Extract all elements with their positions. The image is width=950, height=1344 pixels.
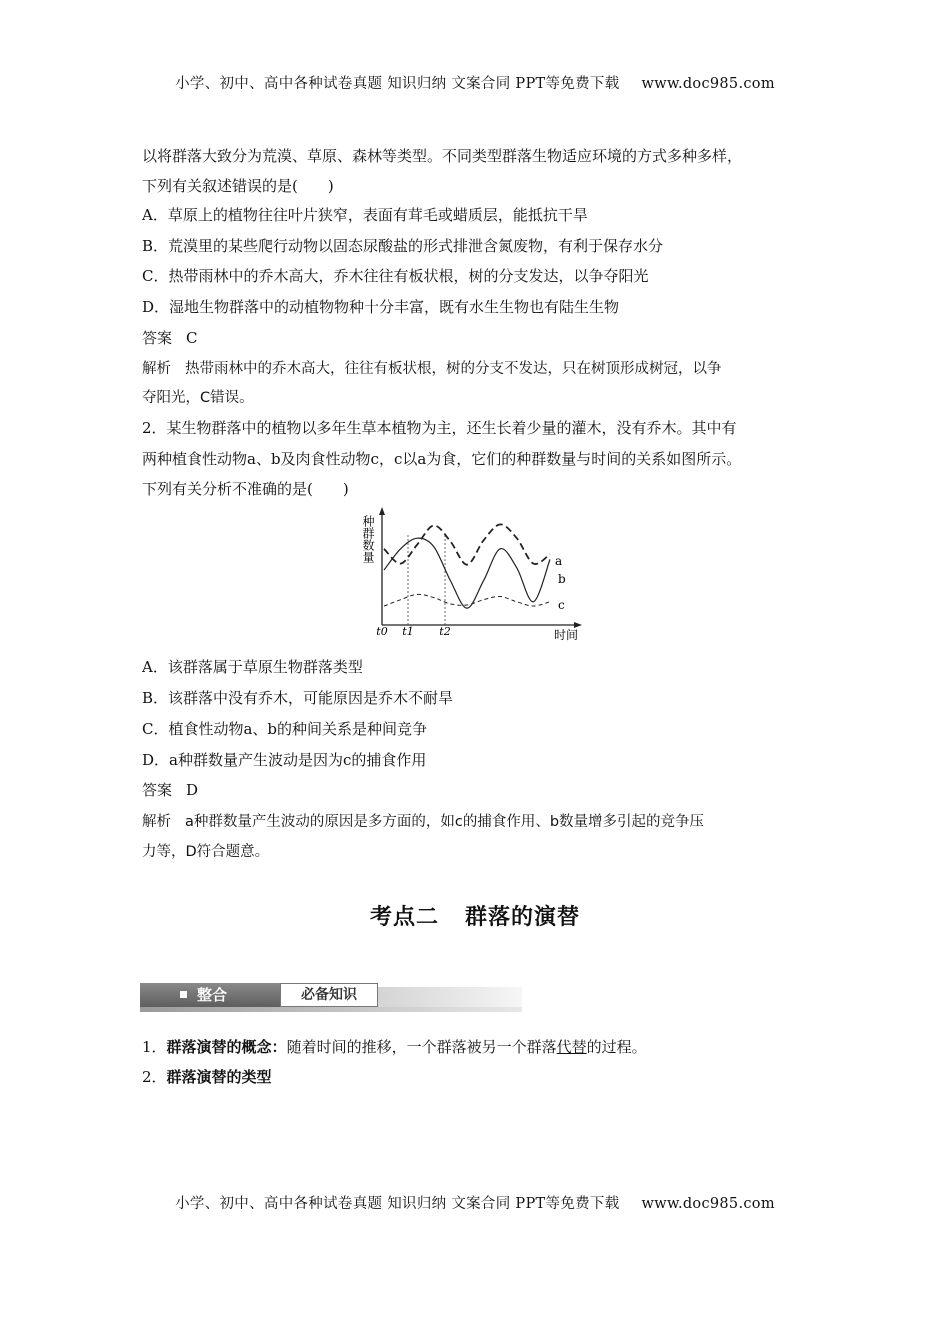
series-a-line <box>384 538 550 608</box>
q2-stem-line2: 两种植食性动物a、b及肉食性动物c，c以a为食，它们的种群数量与时间的关系如图所示。 <box>142 450 742 468</box>
q1-analysis-text1: 热带雨林中的乔木高大，往往有板状根，树的分支不发达，只在树顶形成树冠，以争 <box>185 361 722 377</box>
q2-answer <box>142 779 198 800</box>
point-2-title: 群落演替的类型 <box>166 1068 272 1086</box>
x-tick-t0: t0 <box>376 625 388 638</box>
q2-option-c: C．植食性动物a、b的种间关系是种间竞争 <box>142 720 428 738</box>
x-axis-label: 时间 <box>554 628 579 642</box>
series-b-line <box>384 524 550 564</box>
point-2 <box>142 1066 272 1087</box>
q2-analysis-line2: 力等，D符合题意。 <box>142 844 270 860</box>
q1-analysis-label: 解析 <box>142 361 171 377</box>
q1-analysis-line1 <box>142 357 722 378</box>
header-text: 小学、初中、高中各种试卷真题 知识归纳 文案合同 PPT等免费下载 <box>175 76 620 92</box>
point-2-number: 2． <box>142 1068 167 1086</box>
section-title <box>0 900 950 931</box>
q2-stem-line3: 下列有关分析不准确的是( ) <box>142 480 349 498</box>
q1-option-b: B．荒漠里的某些爬行动物以固态尿酸盐的形式排泄含氮废物，有利于保存水分 <box>142 237 664 255</box>
q2-option-a: A．该群落属于草原生物群落类型 <box>142 658 363 676</box>
page-header <box>0 72 950 93</box>
point-1-underlined: 代替 <box>556 1038 587 1056</box>
x-tick-t2: t2 <box>439 625 451 638</box>
point-1-text-b: 的过程。 <box>586 1038 647 1056</box>
q2-option-d: D．a种群数量产生波动是因为c的捕食作用 <box>142 751 427 769</box>
section-number: 考点二 <box>369 905 439 930</box>
q1-option-c: C．热带雨林中的乔木高大，乔木往往有板状根，树的分支发达，以争夺阳光 <box>142 267 649 285</box>
page-footer <box>0 1192 950 1213</box>
x-tick-t1: t1 <box>402 625 414 638</box>
series-a-label: a <box>555 554 563 568</box>
q2-analysis-text1: a种群数量产生波动的原因是多方面的，如c的捕食作用、b数量增多引起的竞争压 <box>185 814 705 830</box>
q1-answer <box>142 327 198 348</box>
knowledge-banner <box>140 983 522 1012</box>
point-1-title: 群落演替的概念： <box>166 1038 287 1056</box>
square-bullet-icon <box>180 991 187 998</box>
q1-option-a: A．草原上的植物往往叶片狭窄，表面有茸毛或蜡质层，能抵抗干旱 <box>142 206 588 224</box>
q2-analysis-line1 <box>142 810 704 831</box>
point-1-text-a: 随着时间的推移，一个群落被另一个群落 <box>286 1038 557 1056</box>
q1-answer-value: C <box>186 329 198 347</box>
series-c-line <box>384 594 550 606</box>
point-1 <box>142 1036 647 1057</box>
banner-right: 必备知识 <box>280 983 378 1007</box>
section-title-text: 群落的演替 <box>465 905 581 930</box>
banner-left <box>140 983 280 1007</box>
y-axis-arrow <box>379 507 385 515</box>
q2-option-b: B．该群落中没有乔木，可能原因是乔木不耐旱 <box>142 689 454 707</box>
point-1-number: 1． <box>142 1038 167 1056</box>
q2-stem-line1: 2．某生物群落中的植物以多年生草本植物为主，还生长着少量的灌木，没有乔木。其中有 <box>142 419 737 437</box>
q2-analysis-label: 解析 <box>142 814 171 830</box>
footer-text: 小学、初中、高中各种试卷真题 知识归纳 文案合同 PPT等免费下载 <box>175 1196 620 1212</box>
header-site[interactable]: www.doc985.com <box>641 76 775 92</box>
footer-site[interactable]: www.doc985.com <box>641 1196 775 1212</box>
y-axis-label: 种群数量 <box>361 515 375 563</box>
banner-strip <box>140 1007 522 1012</box>
series-c-label: c <box>558 598 565 612</box>
q1-answer-label: 答案 <box>142 329 173 347</box>
q1-option-d: D．湿地生物群落中的动植物物种十分丰富，既有水生生物也有陆生生物 <box>142 298 620 316</box>
q1-analysis-line2: 夺阳光，C错误。 <box>142 390 254 406</box>
q2-answer-label: 答案 <box>142 781 173 799</box>
q2-answer-value: D <box>186 781 199 799</box>
banner-fade <box>378 987 522 1007</box>
q1-intro-line2: 下列有关叙述错误的是( ) <box>142 177 334 195</box>
series-b-label: b <box>558 572 566 586</box>
q1-intro-line1: 以将群落大致分为荒漠、草原、森林等类型。不同类型群落生物适应环境的方式多种多样， <box>142 147 743 165</box>
banner-left-text: 整合 <box>197 986 228 1004</box>
population-chart <box>358 505 598 647</box>
